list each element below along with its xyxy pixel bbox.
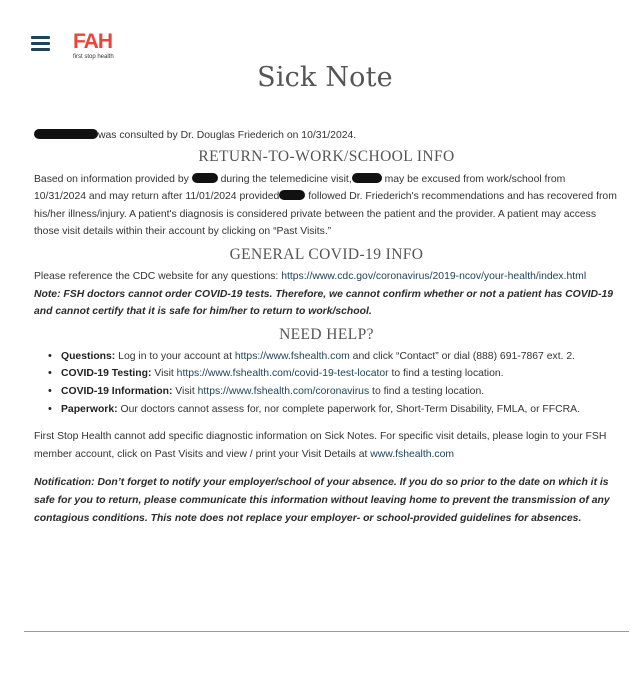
test-locator-link[interactable]: https://www.fshealth.com/covid-19-test-locator — [176, 368, 389, 380]
redacted-name — [192, 173, 218, 183]
list-item: • Questions: Log in to your account at https://www.fshealth.com and click “Contact” or dial (888) 691-7867 ext. 2. — [61, 348, 619, 366]
redacted-name — [279, 190, 305, 200]
page-title: Sick Note — [257, 62, 393, 93]
hamburger-menu-icon[interactable] — [31, 36, 50, 52]
consult-text: was consulted by Dr. Douglas Friederich on 10/31/2024. — [98, 130, 357, 141]
return-to-work-paragraph: Based on information provided by during the telemedicine visit, may be excused from work/school from 10/31/2024 and may return after 11/01/2024 provided followed Dr. Friederich's recommendations and has recovered from his/her illness/injury. A patient's diagnosis is considered private between the patient and the provider. A patient may access those visit details within their account by clicking on “Past Visits.” — [34, 173, 617, 238]
fshealth-link[interactable]: https://www.fshealth.com — [234, 350, 350, 362]
fsh-logo[interactable] — [73, 32, 133, 66]
redacted-name — [352, 173, 382, 183]
notification-note: Notification: Don’t forget to notify your employer/school of your absence. If you do so prior to the date on which it is safe for you to return, please communicate this information without leaving home to prevent the transmission of any contagious conditions. This note does not replace your employer- or school-provided guidelines for absences. — [34, 477, 610, 524]
cdc-reference: Please reference the CDC website for any questions: https://www.cdc.gov/coronavirus/2019-ncov/your-health/index.html — [34, 270, 587, 282]
covid-info-heading: GENERAL COVID-19 INFO — [229, 245, 424, 263]
header — [0, 0, 643, 70]
coronavirus-link[interactable]: https://www.fshealth.com/coronavirus — [197, 385, 370, 397]
logo-mark: FAH — [73, 30, 112, 53]
logo-tagline: first stop health — [73, 54, 114, 60]
bottom-divider — [24, 631, 629, 632]
cdc-link[interactable]: https://www.cdc.gov/coronavirus/2019-ncov/your-health/index.html — [281, 270, 587, 282]
list-item: • COVID-19 Information: Visit https://www.fshealth.com/coronavirus to find a testing location. — [61, 383, 619, 401]
fshealth-details-link[interactable]: www.fshealth.com — [370, 448, 455, 460]
list-item: • COVID-19 Testing: Visit https://www.fshealth.com/covid-19-test-locator to find a testing location. — [61, 365, 619, 383]
visit-details-paragraph: First Stop Health cannot add specific diagnostic information on Sick Notes. For specific visit details, please login to your FSH member account, click on Past Visits and view / print your Visit Details at www.fshealth.com — [34, 431, 607, 460]
help-list — [34, 348, 619, 418]
list-item: • Paperwork: Our doctors cannot assess for, nor complete paperwork for, Short-Term Disability, FMLA, or FFCRA. — [61, 401, 619, 419]
return-to-work-heading: RETURN-TO-WORK/SCHOOL INFO — [198, 147, 455, 165]
need-help-heading: NEED HELP? — [279, 325, 374, 343]
redacted-patient-name — [34, 129, 98, 139]
covid-note: Note: FSH doctors cannot order COVID-19 tests. Therefore, we cannot confirm whether or not a patient has COVID-19 and cannot certify that it is safe for him/her to return to work/school. — [34, 288, 614, 318]
sick-note-body — [34, 127, 619, 527]
consult-line — [34, 127, 619, 145]
